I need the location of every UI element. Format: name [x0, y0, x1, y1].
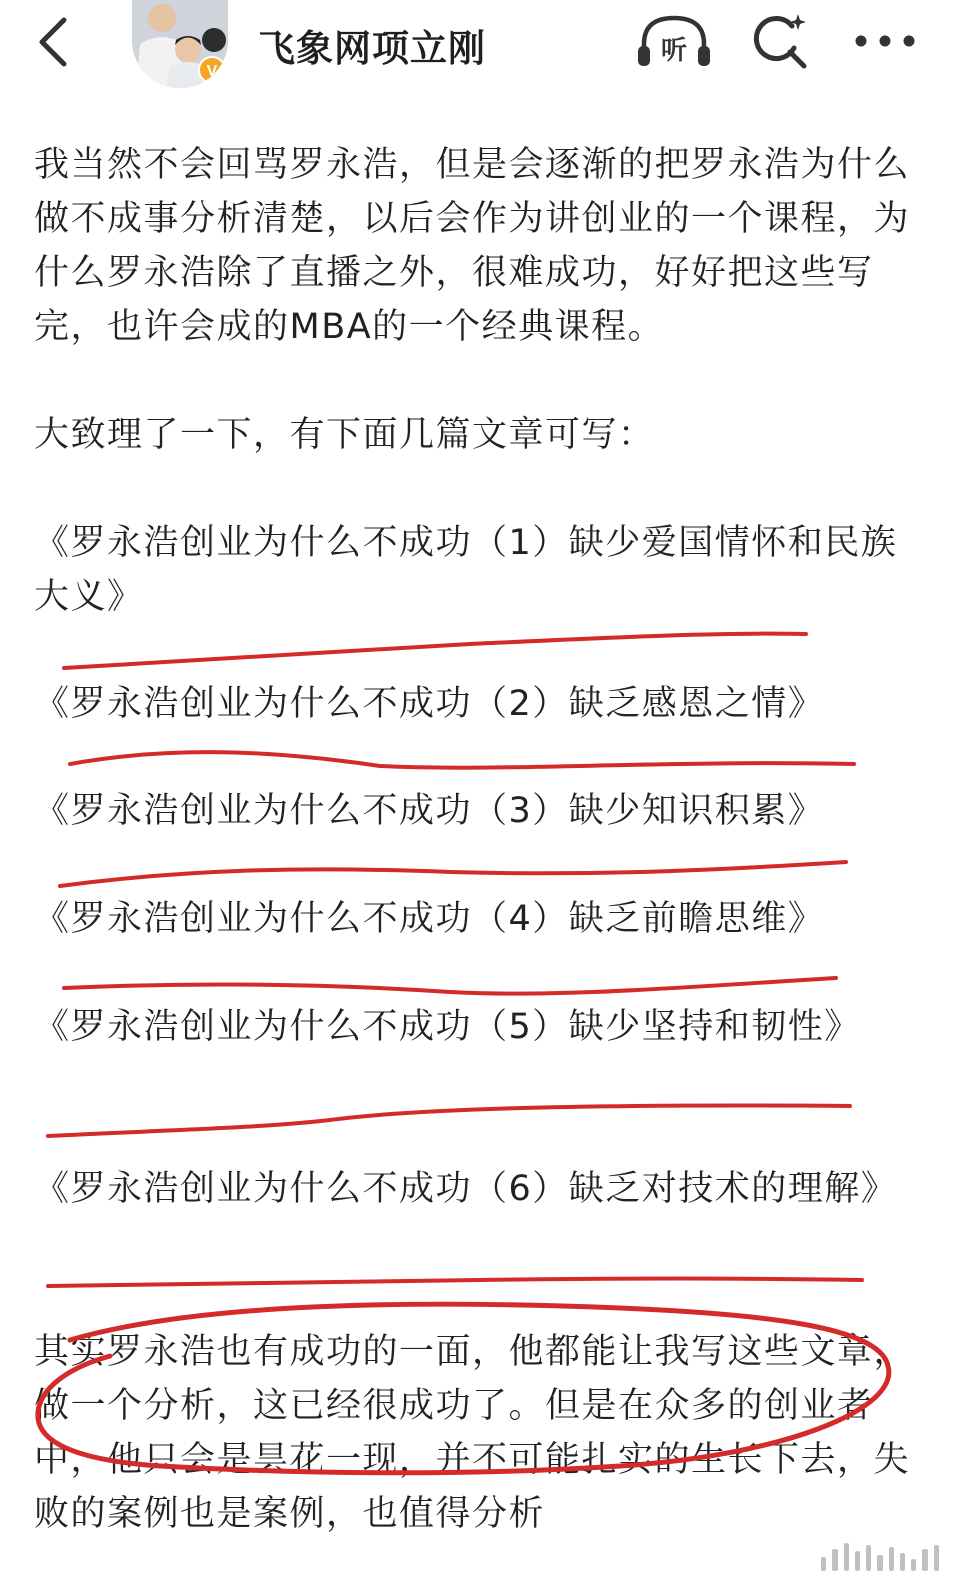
svg-text:V: V	[206, 63, 218, 80]
watermark-bars	[821, 1541, 939, 1571]
search-icon	[748, 12, 812, 72]
article-title-2: 《罗永浩创业为什么不成功（2）缺乏感恩之情》	[34, 684, 825, 724]
red-underline-1	[64, 634, 806, 668]
article-title-3: 《罗永浩创业为什么不成功（3）缺少知识积累》	[34, 791, 825, 831]
avatar[interactable]	[132, 0, 228, 88]
red-underline-2	[70, 752, 854, 768]
article-title-1: 《罗永浩创业为什么不成功（1）缺少爱国情怀和民族大义》	[34, 523, 898, 617]
search-button[interactable]	[748, 12, 812, 72]
post-paragraph-conclusion: 其实罗永浩也有成功的一面，他都能让我写这些文章，做一个分析，这已经很成功了。但是在众多的创业者中，他只会是昙花一现，并不可能扎实的生长下去，失败的案例也是案例，也值得分析	[34, 1332, 911, 1534]
red-underline-3	[60, 862, 846, 886]
article-title-5: 《罗永浩创业为什么不成功（5）缺少坚持和韧性》	[34, 1007, 861, 1047]
red-underline-4	[64, 978, 836, 994]
red-underline-6	[48, 1279, 862, 1287]
more-horizontal-icon	[852, 30, 918, 52]
more-options-button[interactable]	[852, 30, 918, 52]
author-name[interactable]: 飞象网项立刚	[258, 27, 486, 70]
headphones-icon	[636, 14, 712, 70]
back-button[interactable]	[30, 14, 80, 70]
top-bar	[0, 0, 957, 88]
article-title-4: 《罗永浩创业为什么不成功（4）缺乏前瞻思维》	[34, 899, 825, 939]
listen-button[interactable]	[636, 14, 712, 70]
red-underline-5	[48, 1106, 850, 1136]
chevron-left-icon	[30, 14, 80, 70]
post-paragraph-intro: 我当然不会回骂罗永浩，但是会逐渐的把罗永浩为什么做不成事分析清楚，以后会作为讲创业的一个课程，为什么罗永浩除了直播之外，很难成功，好好把这些写完，也许会成的MBA的一个经典课程。	[34, 145, 911, 347]
listen-label: 听	[660, 36, 688, 66]
post-paragraph-list-lead: 大致理了一下，有下面几篇文章可写：	[34, 415, 655, 455]
verified-badge-icon	[198, 56, 226, 84]
article-title-6: 《罗永浩创业为什么不成功（6）缺乏对技术的理解》	[34, 1169, 898, 1209]
